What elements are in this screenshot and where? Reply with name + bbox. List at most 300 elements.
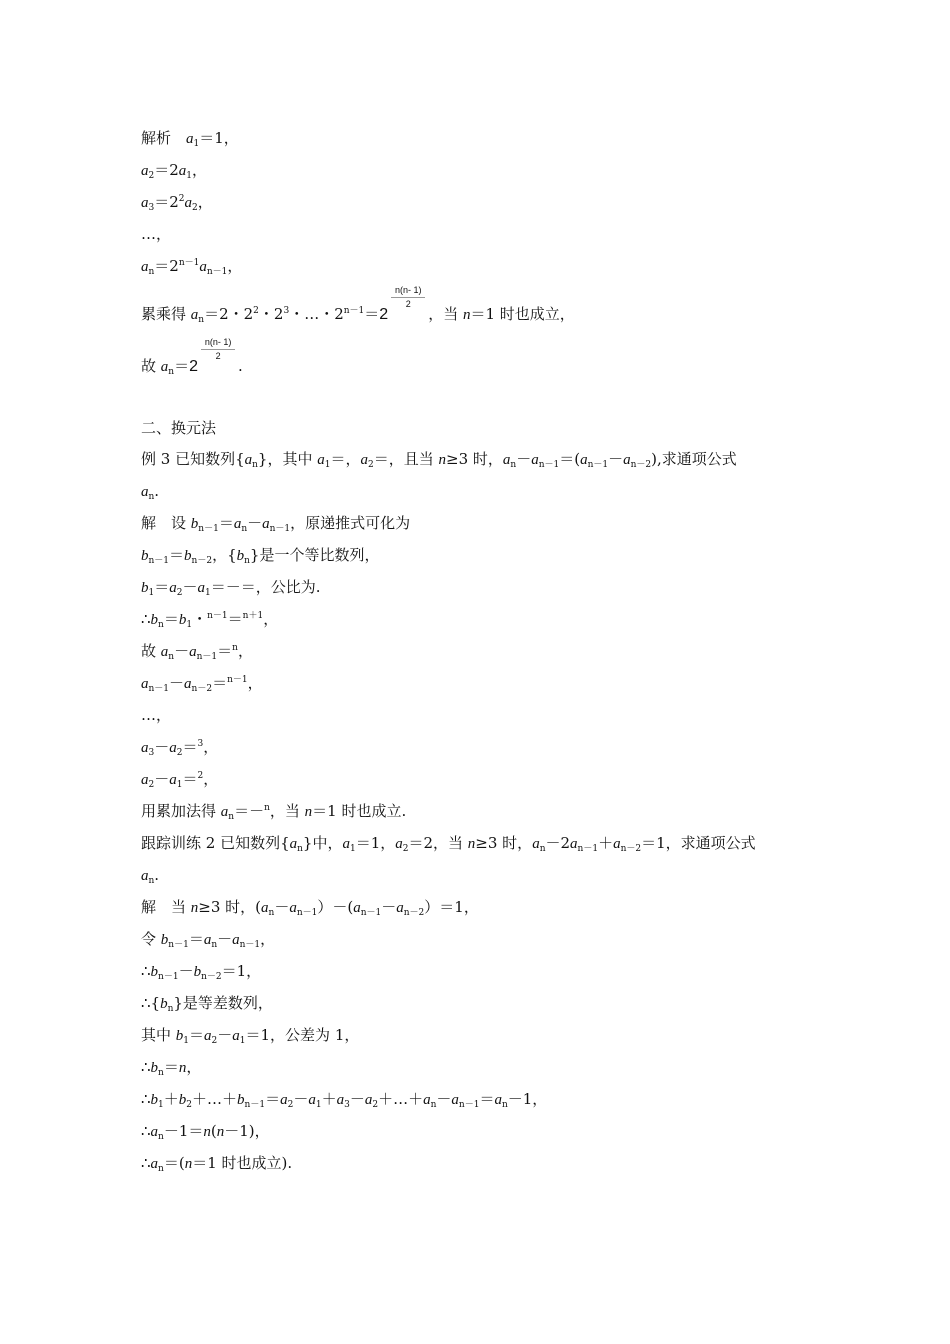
math-variable: a (308, 1092, 316, 1108)
text-run: 用累加法得 (141, 802, 221, 820)
subscript: n (268, 908, 275, 918)
subscript: n－1 (360, 908, 382, 918)
subscript: n (148, 876, 155, 886)
text-run: ＝ (163, 1058, 179, 1076)
math-variable: a (613, 836, 621, 852)
math-variable: a (423, 1092, 431, 1108)
math-variable: a (494, 1092, 502, 1108)
text-run: ),求通项公式 (651, 450, 737, 468)
fraction-denominator: 2 (405, 299, 411, 309)
math-variable: n (203, 1124, 211, 1140)
text-run: ＝2，当 (408, 834, 468, 852)
subscript: 1 (205, 588, 211, 598)
subscript: 1 (148, 588, 155, 598)
subscript: n－2 (620, 844, 642, 854)
superscript: 2 (197, 771, 204, 781)
text-line (141, 1089, 547, 1110)
subscript: n (168, 367, 175, 377)
subscript: n (167, 1004, 174, 1014)
text-line (141, 1121, 270, 1142)
text-run: ＋…＋ (192, 1090, 238, 1108)
text-run: ＝2 (154, 193, 179, 211)
math-variable: a (360, 452, 368, 468)
text-run: 令 (141, 930, 161, 948)
text-run: ・ (192, 610, 208, 628)
text-run: －1)， (224, 1122, 270, 1140)
text-run: ∴{ (141, 994, 161, 1012)
math-variable: a (141, 868, 149, 884)
text-line (141, 337, 243, 377)
math-variable: a (261, 900, 269, 916)
fraction-denominator: 2 (215, 351, 221, 361)
text-run: －1＝ (163, 1122, 204, 1140)
fraction-numerator: n(n- 1) (391, 285, 425, 298)
math-variable: a (220, 804, 229, 820)
math-variable: a (280, 1092, 288, 1108)
text-line (141, 160, 207, 181)
superscript: n－1 (343, 306, 365, 316)
text-run: ∴ (141, 1090, 151, 1108)
math-variable: a (342, 836, 350, 852)
math-variable: b (150, 964, 159, 980)
subscript: 2 (287, 1100, 294, 1110)
superscript: 2 (178, 194, 185, 204)
text-run: ＋ (598, 834, 614, 852)
math-variable: a (150, 1156, 159, 1172)
math-variable: b (236, 548, 245, 564)
subscript: n (510, 460, 517, 470)
subscript: n (211, 940, 218, 950)
text-run: 故 (141, 642, 161, 660)
text-run: － (349, 1090, 365, 1108)
math-variable: b (141, 580, 149, 596)
math-variable: n (190, 900, 199, 916)
superscript: n－1 (227, 675, 248, 685)
text-run: ＝2 (154, 257, 179, 275)
text-run: －2 (545, 834, 571, 852)
math-variable: a (451, 1092, 459, 1108)
text-line (141, 577, 321, 598)
math-variable: b (193, 964, 202, 980)
text-run: ，原递推式可化为 (290, 514, 411, 532)
text-run: 跟踪训练 2 已知数列{ (141, 834, 290, 852)
text-run: ≥3 时， (446, 450, 503, 468)
math-variable: a (532, 836, 540, 852)
text-run: }是一个等比数列， (249, 546, 380, 564)
text-run: }中， (302, 834, 343, 852)
text-line (141, 1153, 292, 1174)
subscript: n (168, 652, 175, 662)
superscript: 3 (197, 739, 204, 749)
subscript: n (228, 812, 235, 822)
text-run: ， (203, 770, 219, 788)
math-variable: a (244, 452, 253, 468)
text-run: ≥3 时，( (198, 898, 262, 916)
math-variable: a (141, 676, 149, 692)
text-line (141, 224, 171, 244)
math-variable: b (237, 1092, 245, 1108)
text-run: ＝2 (154, 161, 179, 179)
text-run: 其中 (141, 1026, 176, 1044)
text-line (141, 993, 273, 1014)
subscript: 3 (344, 1100, 350, 1110)
text-line (141, 737, 218, 758)
math-variable: a (317, 452, 325, 468)
text-run: － (169, 674, 185, 692)
subscript: n (501, 1100, 508, 1110)
text-run: ＝ (479, 1090, 495, 1108)
subscript: n－1 (538, 460, 560, 470)
text-run: ＝ (212, 674, 228, 692)
subscript: n (148, 492, 155, 502)
subscript: n－1 (198, 524, 219, 534)
subscript: 1 (183, 1036, 190, 1046)
subscript: n－2 (191, 684, 213, 694)
text-run: ＝ (154, 578, 170, 596)
subscript: n－1 (196, 652, 218, 662)
power-fraction-exponent (379, 285, 428, 325)
text-run: ・…・2 (289, 305, 344, 323)
superscript: 2 (253, 306, 259, 316)
text-line (141, 673, 263, 694)
math-variable: b (190, 516, 199, 532)
math-variable: n (216, 1124, 225, 1140)
text-run: ＝， (330, 450, 361, 468)
math-variable: a (623, 452, 631, 468)
subscript: n－1 (148, 684, 170, 694)
text-run: ＝1， (355, 834, 396, 852)
subscript: 1 (315, 1100, 322, 1110)
text-run: － (154, 770, 170, 788)
text-run: ＝ (227, 610, 243, 628)
subscript: n (430, 1100, 437, 1110)
math-variable: a (169, 740, 177, 756)
subscript: n－1 (296, 908, 318, 918)
superscript: 3 (283, 306, 290, 316)
text-run: ＝ (174, 357, 190, 375)
text-line (141, 929, 275, 950)
superscript: n＋1 (242, 611, 264, 621)
text-line (141, 285, 575, 325)
text-line (141, 705, 171, 725)
math-variable: a (232, 932, 240, 948)
math-variable: a (184, 195, 193, 211)
math-variable: a (178, 163, 187, 179)
subscript: n (244, 556, 250, 566)
text-run: ＝( (163, 1154, 185, 1172)
text-run: 解 当 (141, 898, 191, 916)
text-run: － (293, 1090, 309, 1108)
text-run: ＝1，求通项公式 (641, 834, 756, 852)
text-line (141, 609, 278, 630)
text-run: ＝ (189, 1026, 205, 1044)
math-variable: b (150, 612, 159, 628)
subscript: 2 (192, 203, 198, 213)
text-line (141, 641, 253, 662)
math-variable: a (336, 1092, 345, 1108)
text-line (141, 256, 242, 277)
text-run: 二、换元法 (141, 419, 217, 437)
superscript: n－1 (207, 611, 228, 621)
text-run: ∴ (141, 1122, 151, 1140)
subscript: n (252, 460, 258, 470)
fraction-numerator: n(n- 1) (201, 337, 235, 350)
exponent-fraction (201, 337, 235, 362)
subscript: n (158, 1132, 164, 1142)
text-run: ＝( (559, 450, 581, 468)
text-run: . (154, 866, 160, 884)
text-run: . (238, 357, 243, 375)
text-line (141, 833, 756, 854)
subscript: n－1 (269, 524, 291, 534)
text-run: ＝1 时也成立). (192, 1154, 293, 1172)
subscript: 2 (176, 748, 183, 758)
subscript: 1 (349, 844, 356, 854)
text-run: ＝1， (199, 129, 239, 147)
text-run: ， (237, 642, 253, 660)
text-run: ＝，且当 (373, 450, 439, 468)
text-run: …， (141, 706, 172, 724)
text-line (141, 769, 218, 790)
math-variable: a (364, 1092, 373, 1108)
math-variable: a (141, 740, 149, 756)
text-run: 故 (141, 357, 161, 375)
subscript: 1 (158, 1100, 164, 1110)
subscript: n－1 (168, 940, 189, 950)
text-run: ＝ (169, 546, 185, 564)
subscript: n (297, 844, 303, 854)
subscript: 1 (186, 620, 193, 630)
math-variable: a (160, 359, 169, 375)
math-variable: a (141, 772, 149, 788)
math-variable: b (141, 548, 149, 564)
text-run: ）＝1， (424, 898, 479, 916)
text-line (141, 128, 239, 149)
text-run: ＝ (364, 305, 380, 323)
subscript: 3 (148, 748, 155, 758)
text-run: － (174, 642, 190, 660)
text-run: ＝1，公差为 1， (245, 1026, 360, 1044)
math-variable: a (160, 644, 169, 660)
text-run: － (154, 738, 170, 756)
text-run: － (381, 898, 397, 916)
text-run: ＝1 时也成立. (312, 802, 407, 820)
text-run: ∴ (141, 1058, 151, 1076)
text-line (141, 961, 261, 982)
text-run: }，其中 (257, 450, 318, 468)
text-run: ＝ (182, 738, 198, 756)
text-run: － (274, 898, 290, 916)
text-run: － (182, 578, 198, 596)
power-base: 2 (189, 358, 198, 375)
text-run: － (178, 962, 194, 980)
subscript: 1 (324, 460, 331, 470)
math-variable: a (190, 307, 199, 323)
subscript: n (158, 620, 164, 630)
subscript: 2 (186, 1100, 193, 1110)
text-run: － (436, 1090, 452, 1108)
text-run: －1， (507, 1090, 548, 1108)
subscript: n－2 (201, 972, 222, 982)
text-line (141, 1057, 201, 1078)
subscript: n－1 (577, 844, 599, 854)
math-variable: n (438, 452, 446, 468)
text-run: ＝1， (221, 962, 262, 980)
text-line (141, 418, 216, 438)
subscript: n－1 (244, 1100, 266, 1110)
text-run: ＋ (163, 1090, 179, 1108)
subscript: 2 (148, 171, 155, 181)
text-run: ， (203, 738, 219, 756)
math-variable: b (175, 1028, 184, 1044)
text-run: ， (247, 674, 263, 692)
text-run: ， (197, 193, 213, 211)
subscript: n－2 (403, 908, 425, 918)
math-variable: a (289, 836, 298, 852)
subscript: n－1 (458, 1100, 480, 1110)
math-variable: b (160, 996, 168, 1012)
math-variable: a (199, 259, 207, 275)
text-line (141, 513, 410, 534)
text-run: }是等差数列， (173, 994, 273, 1012)
math-variable: b (150, 1060, 159, 1076)
text-line (141, 192, 213, 213)
power-fraction-exponent (189, 337, 238, 377)
text-run: ，当 (428, 305, 463, 323)
text-run: ＝ (163, 610, 179, 628)
math-variable: n (304, 804, 313, 820)
text-run: ∴ (141, 962, 151, 980)
text-run: 解 设 (141, 514, 191, 532)
math-variable: a (396, 900, 404, 916)
math-variable: a (353, 900, 361, 916)
text-run: ∴ (141, 610, 151, 628)
subscript: 1 (176, 780, 183, 790)
math-variable: a (141, 163, 149, 179)
text-run: ＝－＝，公比为. (210, 578, 321, 596)
text-run: ， (263, 610, 279, 628)
math-variable: a (141, 484, 149, 500)
text-run: ・2 (258, 305, 284, 323)
text-run: ＝－ (234, 802, 265, 820)
text-run: ( (210, 1122, 217, 1140)
text-run: ≥3 时， (475, 834, 533, 852)
math-variable: a (186, 131, 194, 147)
subscript: 1 (239, 1036, 246, 1046)
math-variable: n (178, 1060, 187, 1076)
subscript: n－1 (587, 460, 609, 470)
text-line (141, 1025, 359, 1046)
text-run: ＋…＋ (378, 1090, 424, 1108)
math-variable: a (204, 1028, 212, 1044)
superscript: n (232, 643, 238, 653)
text-run: ＝ (188, 930, 204, 948)
subscript: n (158, 1164, 164, 1174)
math-variable: a (580, 452, 588, 468)
subscript: 3 (148, 203, 155, 213)
text-run: ， (192, 161, 208, 179)
superscript: n－1 (178, 258, 200, 268)
subscript: n－2 (630, 460, 652, 470)
text-line (141, 897, 479, 918)
math-variable: a (184, 676, 192, 692)
subscript: 2 (176, 588, 183, 598)
math-variable: a (141, 195, 149, 211)
subscript: n－1 (239, 940, 261, 950)
text-run: － (516, 450, 532, 468)
math-variable: n (184, 1156, 193, 1172)
superscript: n (264, 803, 270, 813)
text-run: ， (260, 930, 276, 948)
math-variable: a (570, 836, 578, 852)
math-variable: a (262, 516, 270, 532)
subscript: n (148, 267, 155, 277)
text-run: － (217, 930, 233, 948)
text-run: ＝2・2 (204, 305, 254, 323)
text-run: ＝ (182, 770, 198, 788)
text-run: 例 3 已知数列{ (141, 450, 245, 468)
subscript: n (158, 1068, 164, 1078)
text-run: ，{ (212, 546, 237, 564)
subscript: n (198, 315, 205, 325)
subscript: 2 (402, 844, 409, 854)
math-variable: a (233, 516, 242, 532)
text-run: 累乘得 (141, 305, 191, 323)
math-variable: n (462, 307, 471, 323)
math-variable: a (189, 644, 197, 660)
text-run: 解析 (141, 129, 187, 147)
subscript: n－1 (148, 556, 170, 566)
text-run: ＝ (265, 1090, 281, 1108)
math-variable: a (289, 900, 297, 916)
subscript: 1 (193, 139, 200, 149)
math-variable: a (395, 836, 403, 852)
text-run: …， (141, 225, 172, 243)
math-variable: b (178, 1092, 187, 1108)
subscript: n－2 (191, 556, 213, 566)
math-variable: a (197, 580, 205, 596)
text-run: ＋ (321, 1090, 337, 1108)
math-variable: a (531, 452, 539, 468)
math-variable: a (203, 932, 212, 948)
text-run: － (608, 450, 624, 468)
power-base: 2 (379, 306, 389, 323)
subscript: 2 (367, 460, 374, 470)
text-run: － (217, 1026, 233, 1044)
text-run: ）－( (317, 898, 354, 916)
text-run: ＝ (217, 642, 233, 660)
text-line (141, 801, 406, 822)
math-variable: a (232, 1028, 240, 1044)
text-run: . (154, 482, 160, 500)
subscript: n－1 (206, 267, 228, 277)
text-run: ＝1 时也成立， (470, 305, 575, 323)
math-variable: b (178, 612, 187, 628)
math-variable: a (169, 580, 177, 596)
math-variable: a (141, 259, 149, 275)
text-line (141, 449, 737, 470)
subscript: n (539, 844, 546, 854)
subscript: 2 (148, 780, 155, 790)
subscript: 1 (186, 171, 193, 181)
subscript: 2 (211, 1036, 218, 1046)
math-variable: a (150, 1124, 159, 1140)
subscript: n－1 (158, 972, 179, 982)
exponent-fraction (391, 285, 425, 310)
text-run: ， (227, 257, 243, 275)
text-line (141, 865, 159, 886)
text-line (141, 481, 159, 502)
